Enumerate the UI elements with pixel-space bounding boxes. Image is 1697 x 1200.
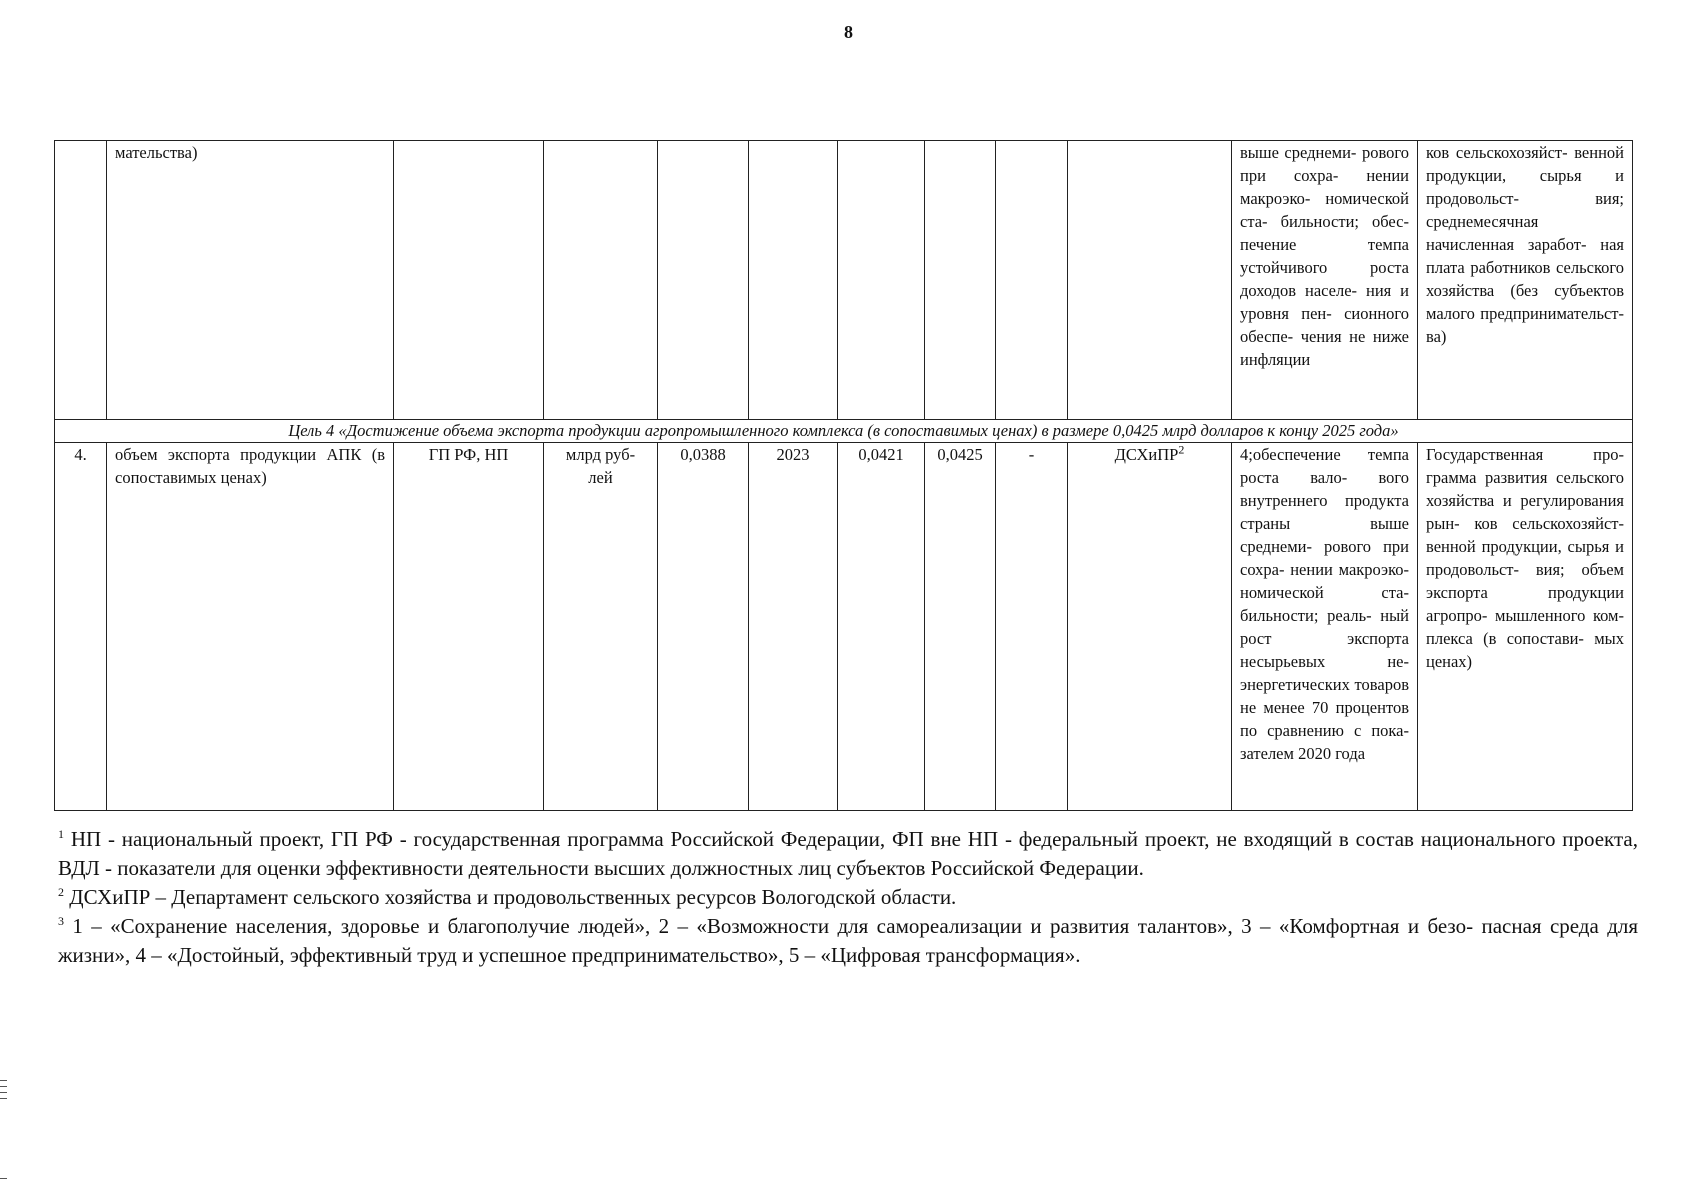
cell-link-text: 4;обеспечение темпа роста вало- вого внутреннего продукта страны выше среднеми- рового при сохра- нении макроэко- номической ста- бильности; реаль- ный рост экспорта несырьевых не- энергетических товаров не менее 70 процентов по сравнению с пока- зателем 2020 года: [1232, 443, 1418, 811]
scan-margin-mark: [0, 1098, 7, 1099]
page-number: 8: [844, 22, 853, 42]
scan-margin-mark: [0, 1086, 7, 1087]
cell-value-2024: 0,0421: [838, 443, 925, 811]
goal-4-heading: Цель 4 «Достижение объема экспорта продукции агропромышленного комплекса (в сопоставимых ценах) в размере 0,0425 млрд долларов к концу 2025 года»: [55, 420, 1633, 443]
footnote-1: $^1$ НП - национальный проект, ГП РФ - государственная программа Российской Федерации, ФП вне НП - федеральный проект, не входящий в состав национального проекта, ВДЛ - показатели для оценки эффективности деятельности высших должностных лиц субъектов Российской Федерации.: [58, 827, 1638, 880]
cell-name: мательства): [107, 141, 394, 420]
table-row-4: [55, 443, 1633, 811]
continued-row: [55, 141, 1633, 420]
cell-dash: -: [996, 443, 1068, 811]
cell-value-2025: 0,0425: [925, 443, 996, 811]
cell-link-text: выше среднеми- рового при сохра- нении макроэко- номической ста- бильности; обес- печение темпа устойчивого роста доходов населе- ния и уровня пен- сионного обеспе- чения не ниже инфляции: [1232, 141, 1418, 420]
cell-base-value: 0,0388: [658, 443, 749, 811]
goal-row: [55, 420, 1633, 443]
scan-margin-mark: [0, 1092, 7, 1093]
cell-responsible: ДСХиПР$^2$: [1068, 443, 1232, 811]
footnotes: [58, 825, 1638, 970]
cell-base-year: 2023: [749, 443, 838, 811]
cell-unit: млрд руб- лей: [544, 443, 658, 811]
cell-document-text: Государственная про- грамма развития сельского хозяйства и регулирования рын- ков сельскохозяйст- венной продукции, сырья и продовольст- вия; объем экспорта продукции агропро- мышленного ком- плекса (в сопостави- мых ценах): [1418, 443, 1633, 811]
footnote-ref: 2: [1178, 442, 1185, 457]
cell-document-text: ков сельскохозяйст- венной продукции, сырья и продовольст- вия; среднемесячная начисленная заработ- ная плата работников сельского хозяйства (без субъектов малого предпринимательст- ва): [1418, 141, 1633, 420]
cell-level: ГП РФ, НП: [394, 443, 544, 811]
scan-margin-mark: [0, 1080, 7, 1081]
footnote-3: $^3$ 1 – «Сохранение населения, здоровье и благополучие людей», 2 – «Возможности для самореализации и развития талантов», 3 – «Комфортная и безо- пасная среда для жизни», 4 – «Достойный, эффективный труд и успешное предпринимательство», 5 – «Цифровая трансформация».: [58, 914, 1639, 967]
cell-num: 4.: [55, 443, 107, 811]
scan-margin-mark: [0, 1178, 7, 1179]
footnote-2: $^2$ ДСХиПР – Департамент сельского хозяйства и продовольственных ресурсов Вологодской области.: [58, 885, 957, 909]
cell-name: объем экспорта продукции АПК (в сопоставимых ценах): [107, 443, 394, 811]
cell-num: [55, 141, 107, 420]
indicators-table: [54, 140, 1633, 811]
